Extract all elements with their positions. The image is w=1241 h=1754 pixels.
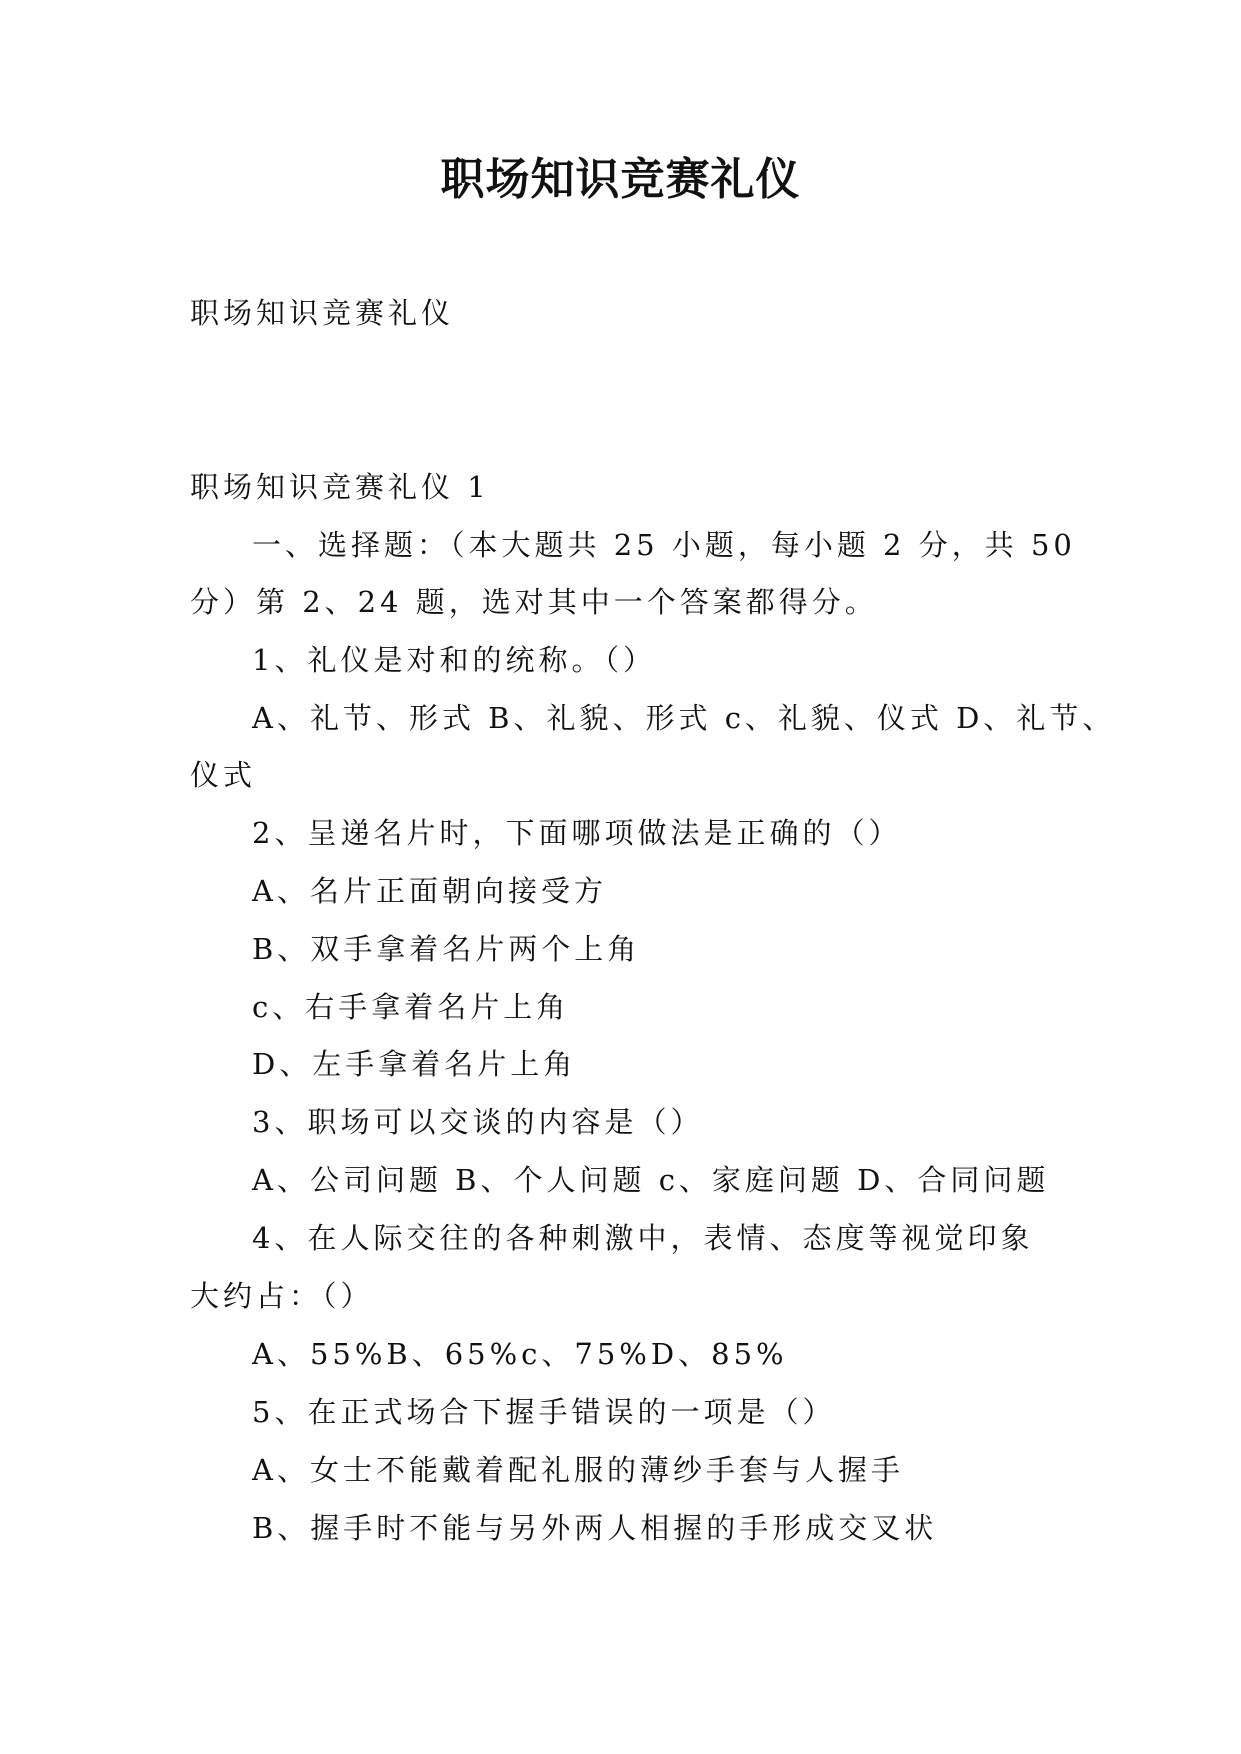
question-2-option-c: c、右手拿着名片上角 (252, 990, 570, 1024)
question-2-option-b: B、双手拿着名片两个上角 (252, 932, 641, 966)
question-5-option-b: B、握手时不能与另外两人相握的手形成交叉状 (252, 1511, 938, 1545)
question-2-option-a: A、名片正面朝向接受方 (252, 874, 607, 908)
document-title: 职场知识竞赛礼仪 (440, 154, 801, 205)
question-4-line-2: 大约占：（） (190, 1279, 374, 1313)
document-subtitle: 职场知识竞赛礼仪 (190, 296, 455, 330)
question-1: 1、礼仪是对和的统称。（） (252, 643, 656, 677)
question-4-options: A、55%B、65%c、75%D、85% (252, 1337, 788, 1371)
intro-text-line-1: 一、选择题：（本大题共 25 小题，每小题 2 分，共 50 (252, 528, 1076, 562)
question-4-line-1: 4、在人际交往的各种刺激中，表情、态度等视觉印象 (252, 1221, 1034, 1255)
question-2: 2、呈递名片时，下面哪项做法是正确的（） (252, 816, 902, 850)
question-5-option-a: A、女士不能戴着配礼服的薄纱手套与人握手 (252, 1453, 904, 1487)
question-2-option-d: D、左手拿着名片上角 (252, 1047, 577, 1081)
question-1-options-line-1: A、礼节、形式 B、礼貌、形式 c、礼貌、仪式 D、礼节、 (252, 701, 1116, 735)
question-3-options: A、公司问题 B、个人问题 c、家庭问题 D、合同问题 (252, 1163, 1050, 1197)
question-3: 3、职场可以交谈的内容是（） (252, 1105, 704, 1139)
section-heading: 职场知识竞赛礼仪 1 (190, 470, 490, 504)
question-1-options-line-2: 仪式 (190, 758, 257, 792)
intro-text-line-2: 分）第 2、24 题，选对其中一个答案都得分。 (190, 585, 878, 619)
question-5: 5、在正式场合下握手错误的一项是（） (252, 1395, 836, 1429)
